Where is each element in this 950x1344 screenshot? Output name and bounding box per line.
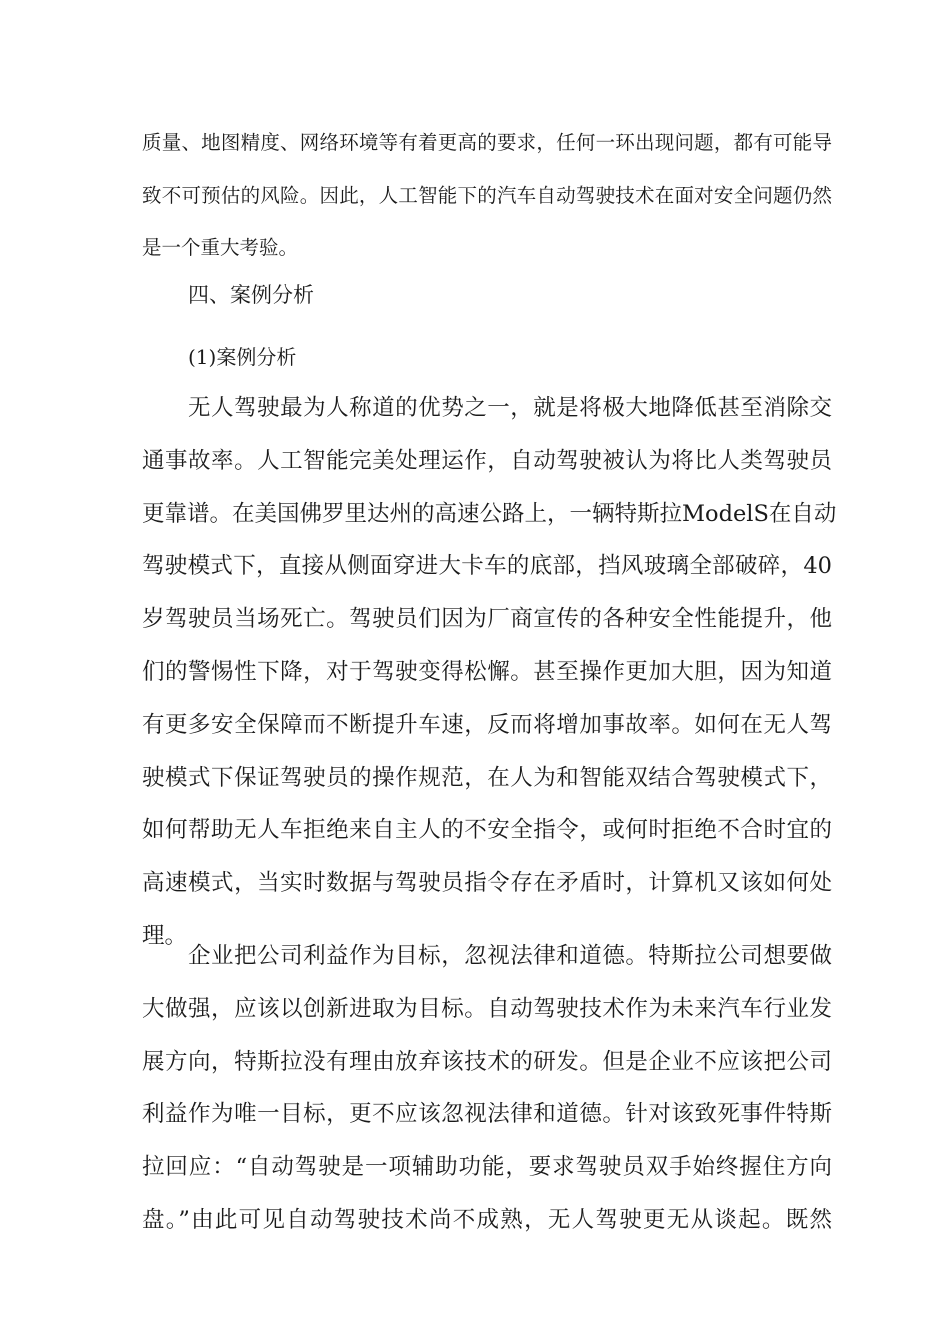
text-line: 大做强，应该以创新进取为目标。自动驾驶技术作为未来汽车行业发 — [142, 995, 832, 1022]
subsection-heading: (1)案例分析 — [188, 345, 297, 369]
paragraph-case-description — [142, 382, 837, 963]
text-line: 如何帮助无人车拒绝来自主人的不安全指令，或何时拒绝不合时宜的 — [142, 817, 832, 844]
text-line: 理。 — [142, 922, 188, 949]
text-line: 高速模式，当实时数据与驾驶员指令存在矛盾时，计算机又该如何处 — [142, 870, 832, 897]
text-line: 展方向，特斯拉没有理由放弃该技术的研发。但是企业不应该把公司 — [142, 1048, 832, 1075]
section-heading: 四、案例分析 — [188, 283, 314, 307]
text-line: 质量、地图精度、网络环境等有着更高的要求，任何一环出现问题，都有可能导 — [142, 131, 832, 154]
text-line: 利益作为唯一目标，更不应该忽视法律和道德。针对该致死事件特斯 — [142, 1101, 832, 1128]
text-line: 企业把公司利益作为目标，忽视法律和道德。特斯拉公司想要做 — [188, 943, 832, 969]
text-line: 是一个重大考验。 — [142, 236, 299, 259]
text-line: 致不可预估的风险。因此，人工智能下的汽车自动驾驶技术在面对安全问题仍然 — [142, 183, 832, 207]
text-line: 拉回应：“自动驾驶是一项辅助功能，要求驾驶员双手始终握住方向 — [142, 1154, 832, 1181]
text-line: 驶模式下保证驾驶员的操作规范，在人为和智能双结合驾驶模式下， — [142, 764, 832, 791]
paragraph-continuation — [142, 117, 832, 275]
text-line: 无人驾驶最为人称道的优势之一，就是将极大地降低甚至消除交 — [188, 395, 832, 421]
text-line: 有更多安全保障而不断提升车速，反而将增加事故率。如何在无人驾 — [142, 711, 832, 738]
text-line: 岁驾驶员当场死亡。驾驶员们因为厂商宣传的各种安全性能提升，他 — [142, 606, 832, 633]
text-line: 通事故率。人工智能完美处理运作，自动驾驶被认为将比人类驾驶员 — [142, 447, 832, 474]
text-line: 更靠谱。在美国佛罗里达州的高速公路上，一辆特斯拉ModelS在自动 — [142, 500, 837, 527]
text-line: 们的警惕性下降，对于驾驶变得松懈。甚至操作更加大胆，因为知道 — [142, 658, 832, 685]
paragraph-company-analysis — [142, 930, 832, 1247]
text-line: 盘。”由此可见自动驾驶技术尚不成熟，无人驾驶更无从谈起。既然 — [142, 1206, 832, 1233]
text-line: 驾驶模式下，直接从侧面穿进大卡车的底部，挡风玻璃全部破碎，40 — [142, 553, 832, 580]
